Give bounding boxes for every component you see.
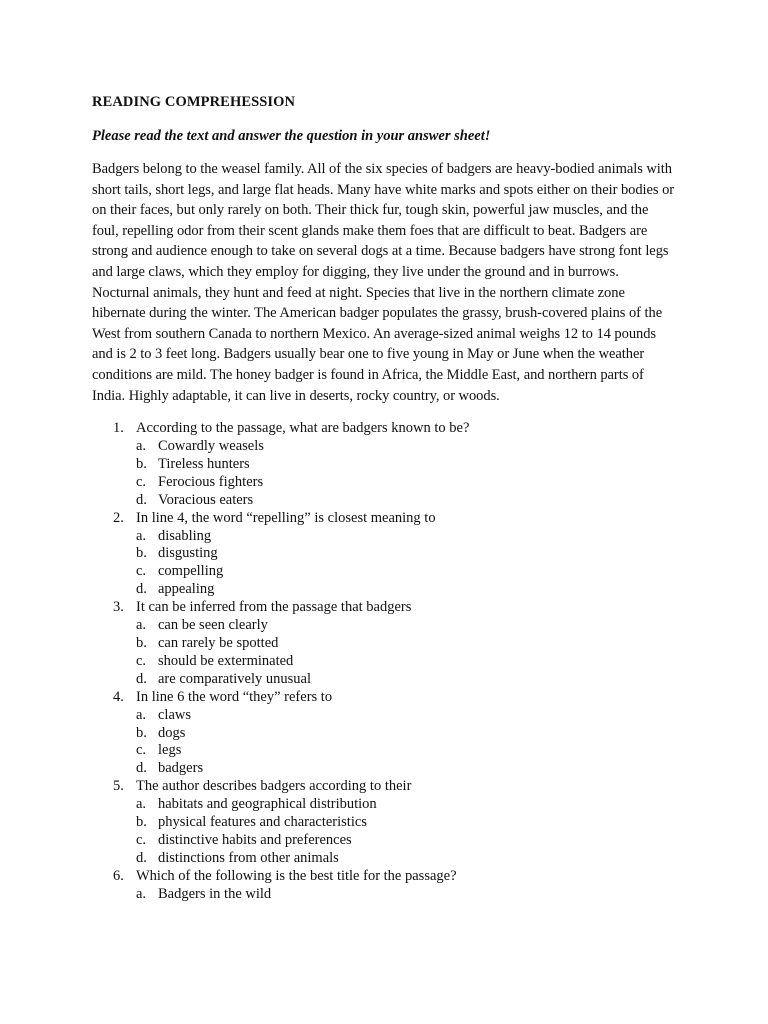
option-text: appealing: [158, 581, 215, 598]
option-letter: d.: [136, 491, 147, 508]
option-letter: c.: [136, 473, 147, 490]
answer-option: [136, 832, 678, 850]
question-text: The author describes badgers according to their: [136, 778, 412, 795]
answer-option: [136, 653, 678, 671]
question-item: [92, 778, 678, 868]
question-item: [92, 420, 678, 510]
option-letter: c.: [136, 563, 147, 580]
option-text: disabling: [158, 527, 212, 544]
option-text: should be exterminated: [158, 652, 294, 669]
answer-option: [136, 581, 678, 599]
answer-option: [136, 814, 678, 832]
answer-option: [136, 545, 678, 563]
answer-option: [136, 474, 678, 492]
option-letter: c.: [136, 742, 147, 759]
question-number: 3.: [113, 599, 124, 616]
question-text: Which of the following is the best title for the passage?: [136, 867, 457, 884]
question-number: 5.: [113, 778, 124, 795]
option-text: Ferocious fighters: [158, 473, 264, 490]
option-letter: a.: [136, 617, 147, 634]
option-letter: d.: [136, 760, 147, 777]
option-text: dogs: [158, 724, 186, 741]
instruction-text: Please read the text and answer the question in your answer sheet!: [92, 128, 491, 144]
answer-option: [136, 760, 678, 778]
answer-option: [136, 850, 678, 868]
option-letter: b.: [136, 814, 147, 831]
option-text: compelling: [158, 563, 224, 580]
question-item: [92, 689, 678, 779]
answer-options: [136, 796, 678, 868]
question-text: In line 4, the word “repelling” is closest meaning to: [136, 509, 436, 526]
answer-options: [136, 528, 678, 600]
answer-option: [136, 492, 678, 510]
question-number: 2.: [113, 509, 124, 526]
option-letter: b.: [136, 635, 147, 651]
answer-option: [136, 886, 678, 904]
option-text: can be seen clearly: [158, 617, 268, 634]
option-letter: a.: [136, 885, 147, 902]
option-letter: a.: [136, 706, 147, 723]
option-letter: b.: [136, 455, 147, 472]
answer-option: [136, 528, 678, 546]
answer-option: [136, 563, 678, 581]
answer-options: [136, 707, 678, 779]
option-text: Badgers in the wild: [158, 885, 272, 902]
question-text: In line 6 the word “they” refers to: [136, 688, 333, 705]
option-letter: d.: [136, 849, 147, 866]
answer-option: [136, 438, 678, 456]
question-number: 6.: [113, 867, 124, 884]
option-text: claws: [158, 706, 192, 723]
document-title: READING COMPREHESSION: [92, 94, 296, 110]
question-number: 4.: [113, 688, 124, 705]
question-item: [92, 510, 678, 600]
option-text: physical features and characteristics: [158, 814, 367, 831]
answer-option: [136, 725, 678, 743]
option-letter: a.: [136, 438, 147, 455]
question-list: [92, 420, 678, 903]
answer-option: [136, 796, 678, 814]
option-letter: b.: [136, 724, 147, 741]
answer-option: [136, 617, 678, 635]
answer-options: [136, 617, 678, 689]
option-letter: b.: [136, 545, 147, 562]
answer-options: [136, 438, 678, 510]
option-text: distinctions from other animals: [158, 849, 339, 866]
answer-option: [136, 707, 678, 725]
answer-option: [136, 742, 678, 760]
answer-option: [136, 456, 678, 474]
answer-option: [136, 671, 678, 689]
answer-option: [136, 635, 678, 653]
option-text: distinctive habits and preferences: [158, 831, 352, 848]
option-letter: d.: [136, 581, 147, 598]
reading-passage: Badgers belong to the weasel family. All of the six species of badgers are heavy-bodied animals with short tails, short legs, and large flat heads. Many have white marks and spots either on their bodies or on their faces, but only rarely on both. Their thick fur, tough skin, powerful jaw muscles, and the foul, repelling odor from their scent glands make them foes that are difficult to beat. Badgers are strong and audience enough to take on several dogs at a time. Because badgers have strong font legs and large claws, which they employ for digging, they live under the ground and in burrows. Nocturnal animals, they hunt and feed at night. Species that live in the northern climate zone hibernate during the winter. The American badger populates the grassy, brush-covered plains of the West from southern Canada to northern Mexico. An average-sized animal weighs 12 to 14 pounds and is 2 to 3 feet long. Badgers usually bear one to five young in May or June when the weather conditions are mild. The honey badger is found in Africa, the Middle East, and northern parts of India. Highly adaptable, it can live in deserts, rocky country, or woods.: [92, 161, 675, 404]
option-letter: c.: [136, 652, 147, 669]
question-text: It can be inferred from the passage that badgers: [136, 599, 412, 616]
question-item: [92, 868, 678, 904]
question-item: [92, 599, 678, 689]
answer-options: [136, 886, 678, 904]
option-letter: a.: [136, 796, 147, 813]
option-text: habitats and geographical distribution: [158, 796, 377, 813]
option-letter: a.: [136, 527, 147, 544]
option-text: Tireless hunters: [158, 455, 250, 472]
option-text: disgusting: [158, 545, 218, 562]
option-letter: d.: [136, 670, 147, 687]
option-text: are comparatively unusual: [158, 670, 311, 687]
option-text: Cowardly weasels: [158, 438, 264, 455]
option-text: badgers: [158, 760, 204, 777]
option-letter: c.: [136, 831, 147, 848]
question-text: According to the passage, what are badgers known to be?: [136, 420, 470, 437]
option-text: Voracious eaters: [158, 491, 254, 508]
option-text: can rarely be spotted: [158, 635, 279, 651]
question-number: 1.: [113, 420, 124, 437]
option-text: legs: [158, 742, 182, 759]
